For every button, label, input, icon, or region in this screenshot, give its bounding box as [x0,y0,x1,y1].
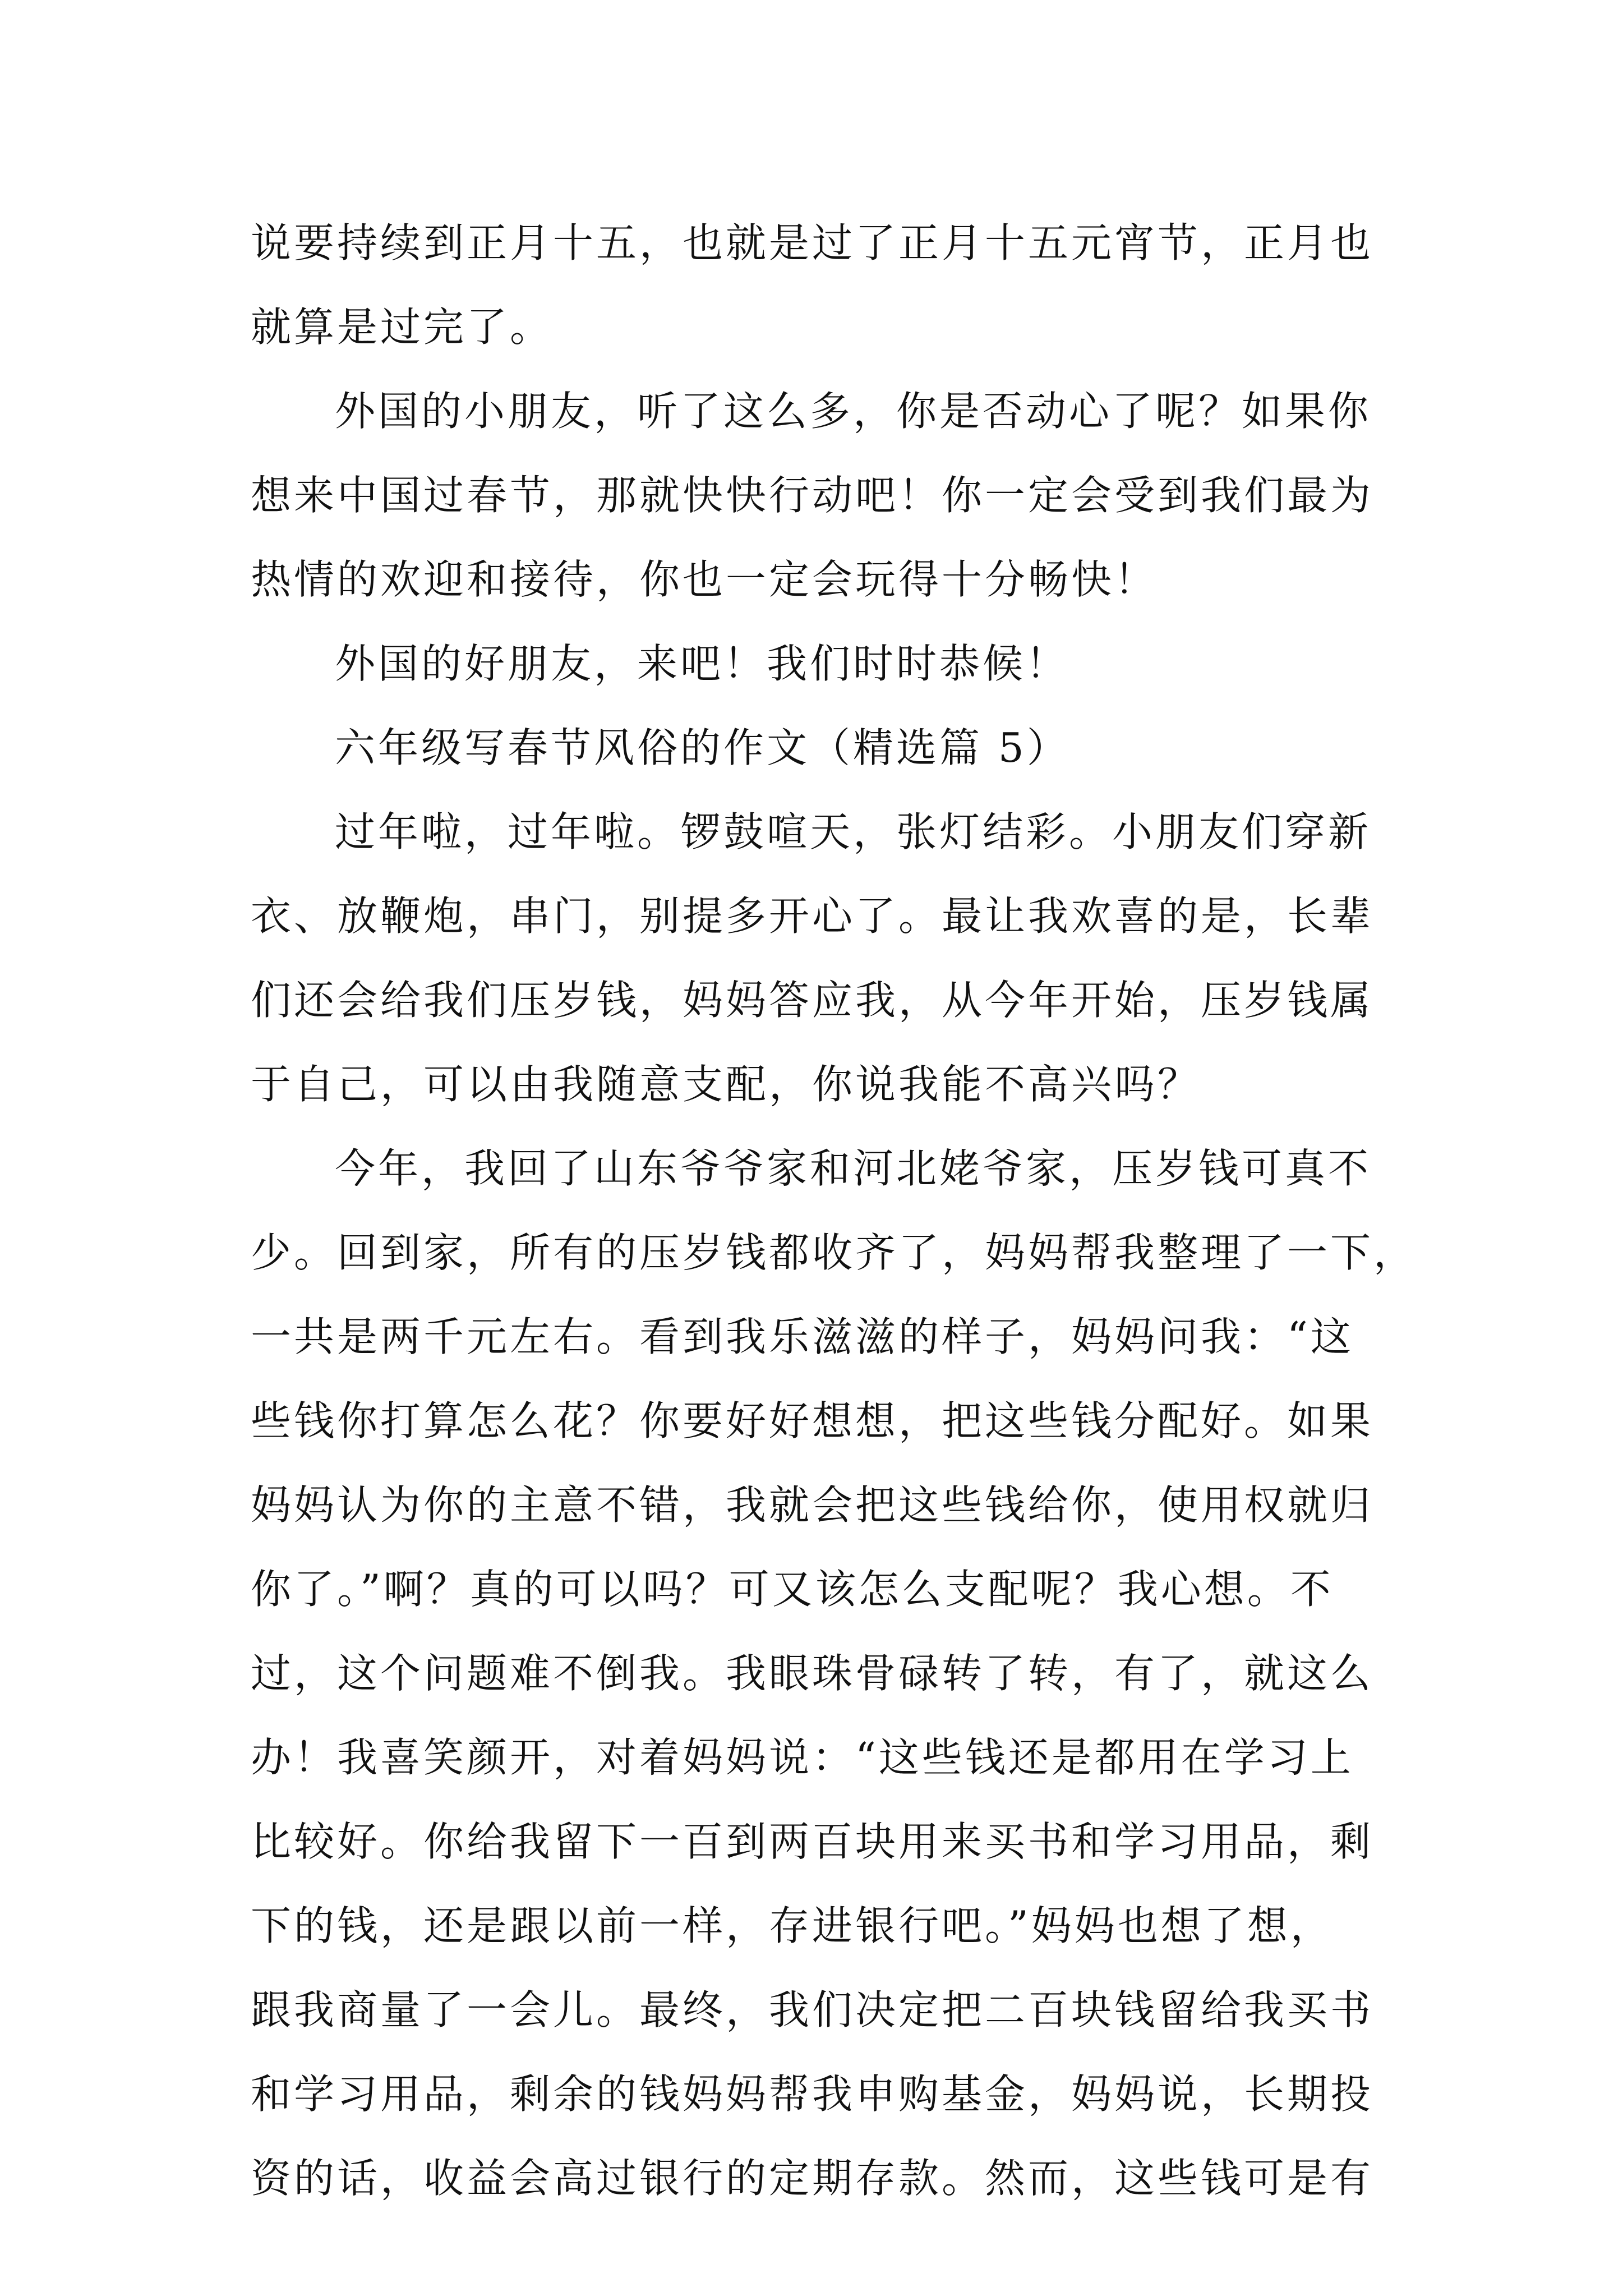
text-line: 过，这个问题难不倒我。我眼珠骨碌转了转，有了，就这么 [251,1650,1374,1697]
paragraph-start-line: 外国的好朋友，来吧！我们时时恭候！ [335,640,1069,687]
text-line: 和学习用品，剩余的钱妈妈帮我申购基金，妈妈说，长期投 [251,2070,1374,2118]
section-heading: 六年级写春节风俗的作文（精选篇 5） [335,724,1070,771]
text-line: 就算是过完了。 [251,303,554,351]
text-line: 资的话，收益会高过银行的定期存款。然而，这些钱可是有 [251,2155,1374,2202]
text-line: 说要持续到正月十五，也就是过了正月十五元宵节，正月也 [251,219,1374,266]
text-line: 比较好。你给我留下一百到两百块用来买书和学习用品，剩 [251,1818,1374,1865]
text-line: 少。回到家，所有的压岁钱都收齐了，妈妈帮我整理了一下， [251,1229,1417,1276]
text-line: 想来中国过春节，那就快快行动吧！你一定会受到我们最为 [251,472,1374,519]
text-line: 们还会给我们压岁钱，妈妈答应我，从今年开始，压岁钱属 [251,977,1374,1024]
text-line: 衣、放鞭炮，串门，别提多开心了。最让我欢喜的是，长辈 [251,892,1374,940]
text-line: 些钱你打算怎么花？你要好好想想，把这些钱分配好。如果 [251,1397,1374,1444]
text-line: 热情的欢迎和接待，你也一定会玩得十分畅快！ [251,556,1158,603]
paragraph-start-line: 今年，我回了山东爷爷家和河北姥爷家，压岁钱可真不 [335,1145,1372,1192]
text-line: 下的钱，还是跟以前一样，存进银行吧。”妈妈也想了想， [251,1902,1334,1949]
text-line: 办！我喜笑颜开，对着妈妈说：“这些钱还是都用在学习上 [251,1734,1354,1781]
paragraph-start-line: 过年啦，过年啦。锣鼓喧天，张灯结彩。小朋友们穿新 [335,808,1372,855]
text-line: 于自己，可以由我随意支配，你说我能不高兴吗？ [251,1061,1201,1108]
text-line: 妈妈认为你的主意不错，我就会把这些钱给你，使用权就归 [251,1481,1374,1529]
text-line: 你了。”啊？真的可以吗？可又该怎么支配呢？我心想。不 [251,1566,1334,1613]
text-line: 跟我商量了一会儿。最终，我们决定把二百块钱留给我买书 [251,1986,1374,2033]
paragraph-start-line: 外国的小朋友，听了这么多，你是否动心了呢？如果你 [335,388,1372,435]
document-body [251,201,1417,2220]
text-line: 一共是两千元左右。看到我乐滋滋的样子，妈妈问我：“这 [251,1313,1354,1360]
